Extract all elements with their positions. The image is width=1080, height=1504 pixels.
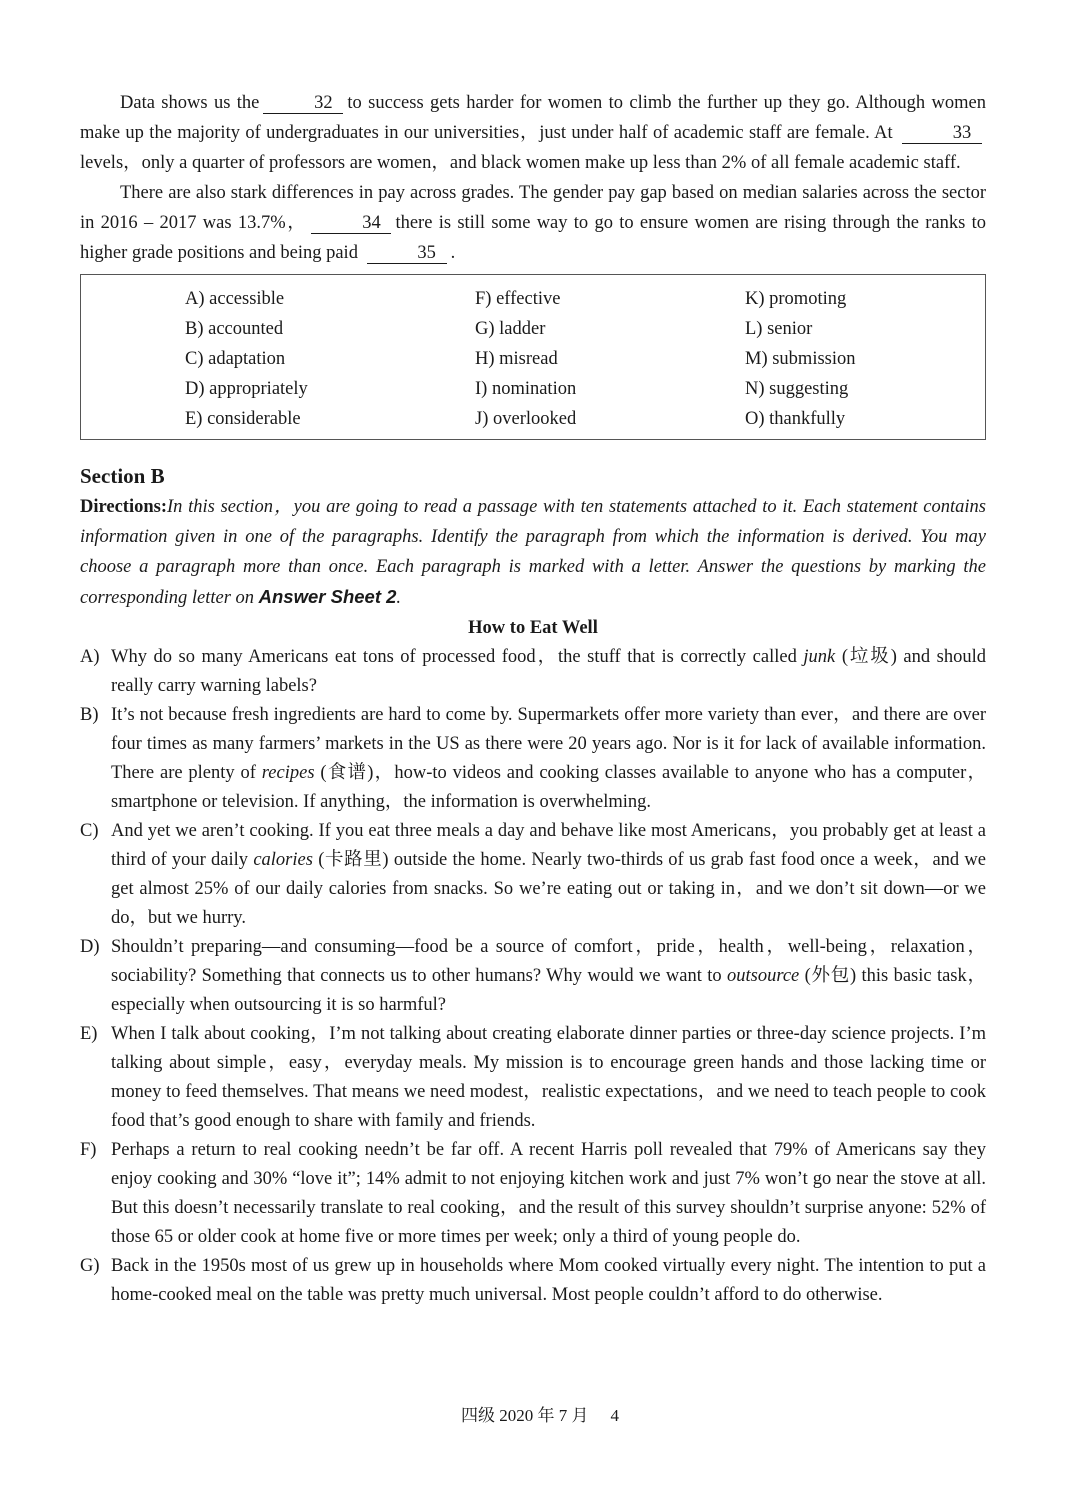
option-item: L) senior <box>745 319 813 339</box>
paragraph-item: F) Perhaps a return to real cooking needn’t be far off. A recent Harris poll revealed that 79% of Americans say they enjoy cooking and 30% “love it”; 14% admit to not enjoying kitchen work and just 7% won’t go near the stove at all. But this doesn’t necessarily translate to real cooking，and the result of this survey shouldn’t surprise anyone: 52% of those 65 or older cook at home five or more times per week; only a third of young people do. <box>80 1136 986 1252</box>
option-item: C) adaptation <box>185 349 286 369</box>
paragraph-letter: E) <box>80 1024 98 1044</box>
blank-32: 32 <box>263 93 343 114</box>
paragraph-letter: G) <box>80 1256 100 1276</box>
option-item: O) thankfully <box>745 409 846 429</box>
footer-label: 四级 2020 年 7 月 <box>461 1406 589 1425</box>
option-item: A) accessible <box>185 289 285 309</box>
option-item: J) overlooked <box>475 409 577 429</box>
blank-33: 33 <box>902 123 982 144</box>
passage-title: How to Eat Well <box>468 618 598 638</box>
option-item: E) considerable <box>185 409 301 429</box>
paragraph-letter: B) <box>80 705 99 725</box>
paragraph-item: A) Why do so many Americans eat tons of processed food，the stuff that is correctly called junk (垃圾) and should really carry warning labels? <box>80 643 986 701</box>
directions-label: Directions: <box>80 497 167 517</box>
paragraph-item: E) When I talk about cooking，I’m not talking about creating elaborate dinner parties or three-day science projects. I’m talking about simple，easy，everyday meals. My mission is to encourage green hands and those lacking time or money to feed themselves. That means we need modest，realistic expectations，and we need to teach people to cook food that’s good enough to share with family and friends. <box>80 1020 986 1136</box>
paragraph-letter: C) <box>80 821 99 841</box>
directions: Directions:In this section，you are going to read a passage with ten statements attached to it. Each statement contains information given in one of the paragraphs. Identify the paragraph from which the information is derived. You may choose a paragraph more than once. Each paragraph is marked with a letter. Answer the questions by marking the corresponding letter on Answer Sheet 2. <box>80 497 986 608</box>
word-bank <box>80 274 986 440</box>
answer-sheet-label: Answer Sheet 2 <box>258 586 397 607</box>
option-item: G) ladder <box>475 319 546 339</box>
paragraph-letter: D) <box>80 937 100 957</box>
paragraph-item: B) It’s not because fresh ingredients are hard to come by. Supermarkets offer more variety than ever，and there are over four times as many farmers’ markets in the US as there were 20 years ago. Nor is it for lack of available information. There are plenty of recipes (食谱)，how-to videos and cooking classes available to anyone who has a computer，smartphone or television. If anything，the information is overwhelming. <box>80 701 986 817</box>
paragraph-item: C) And yet we aren’t cooking. If you eat three meals a day and behave like most Americans，you probably get at least a third of your daily calories (卡路里) outside the home. Nearly two-thirds of us grab fast food once a week，and we get almost 25% of our daily calories from snacks. So we’re eating out or taking in，and we don’t sit down—or we do，but we hurry. <box>80 817 986 933</box>
option-item: D) appropriately <box>185 379 308 399</box>
paragraph-letter: F) <box>80 1140 97 1160</box>
page-footer <box>0 1404 1080 1428</box>
paragraph-item: D) Shouldn’t preparing—and consuming—food be a source of comfort，pride，health，well-being，relaxation，sociability? Something that connects us to other humans? Why would we want to outsource (外包) this basic task，especially when outsourcing it is so harmful? <box>80 933 986 1020</box>
directions-text: In this section，you are going to read a passage with ten statements attached to it. Each statement contains information given in one of the paragraphs. Identify the paragraph from which the information is derived. You may choose a paragraph more than once. Each paragraph is marked with a letter. Answer the questions by marking the corresponding letter on <box>80 497 986 608</box>
option-item: K) promoting <box>745 289 847 309</box>
blank-34: 34 <box>311 213 391 234</box>
paragraph-item: G) Back in the 1950s most of us grew up in households where Mom cooked virtually every night. The intention to put a home-cooked meal on the table was pretty much universal. Most people couldn’t afford to do otherwise. <box>80 1252 986 1310</box>
option-item: M) submission <box>745 349 856 369</box>
option-item: H) misread <box>475 349 558 369</box>
page-number: 4 <box>610 1406 619 1425</box>
option-item: N) suggesting <box>745 379 849 399</box>
option-item: B) accounted <box>185 319 284 339</box>
blank-35: 35 <box>367 243 447 264</box>
section-title: Section B <box>80 464 165 488</box>
exam-page <box>80 88 986 1310</box>
paragraph-letter: A) <box>80 647 100 667</box>
passage-paragraph-2: There are also stark differences in pay across grades. The gender pay gap based on median salaries across the sector in 2016 – 2017 was 13.7%， 34 there is still some way to go to ensure women are rising through the ranks to higher grade positions and being paid 35 . <box>80 183 986 263</box>
option-item: I) nomination <box>475 379 577 399</box>
passage-paragraph-1: Data shows us the 32 to success gets harder for women to climb the further up they go. Although women make up the majority of undergraduates in our universities，just under half of academic staff are female. At 33levels，only a quarter of professors are women，and black women make up less than 2% of all female academic staff. <box>80 93 986 173</box>
option-item: F) effective <box>475 289 561 309</box>
